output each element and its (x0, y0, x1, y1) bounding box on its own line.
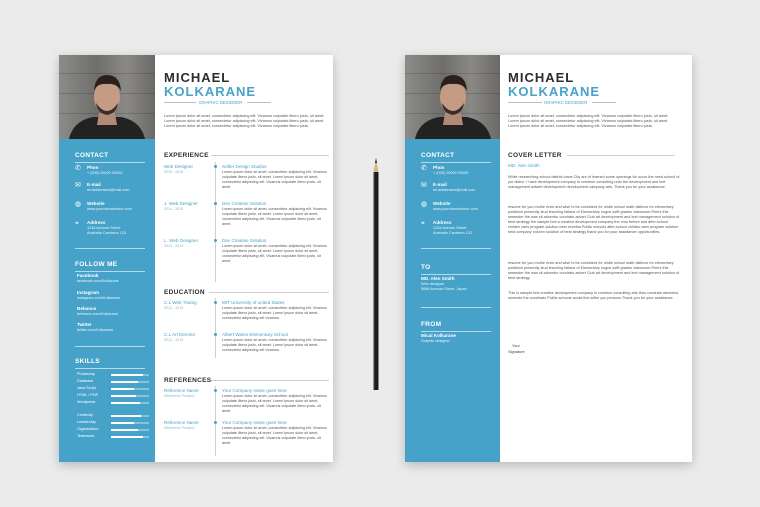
follow-behance-link[interactable]: behance.com/Kolkarane (77, 312, 118, 316)
mail-icon: ✉ (75, 182, 81, 189)
resume-page (59, 55, 333, 462)
contact-title: CONTACT (421, 152, 455, 159)
divider (567, 155, 675, 156)
follow-instagram-label: Instagram (77, 290, 99, 295)
skill-bar-track (111, 402, 149, 404)
edu-degree: C.L Web Trainig (164, 300, 197, 305)
ref-position: Reference Position (164, 426, 195, 430)
skill-row (77, 420, 149, 426)
first-name: MICHAEL (164, 70, 231, 85)
skill-label: Leadership (77, 420, 96, 424)
edu-dates: 2012 - 2013 (164, 306, 184, 310)
globe-icon: ◍ (75, 201, 82, 208)
experience-title: EXPERIENCE (164, 152, 209, 159)
exp-role: L. Web Designer (164, 238, 199, 243)
timeline-dot (214, 239, 217, 242)
skill-label: HTML / PHP (77, 393, 99, 397)
skill-bar-track (111, 381, 149, 383)
phone-icon: ✆ (75, 165, 81, 172)
follow-facebook-link[interactable]: facebook.com/Kolkarane (77, 279, 119, 283)
to-address: 5666 Avenue Street, Japan (421, 287, 467, 291)
skill-bar-track (111, 395, 149, 397)
ref-position: Reference Position (164, 394, 195, 398)
skill-row (77, 427, 149, 433)
edu-school: Albert Walon Elementary School (222, 332, 288, 337)
divider (75, 368, 145, 369)
skill-label: Creativity (77, 413, 93, 417)
letter-greeting: MD. Alen Smith (508, 163, 540, 168)
education-title: EDUCATION (164, 289, 205, 296)
skill-row (77, 372, 149, 378)
divider (75, 346, 145, 347)
edu-description: Lorem ipsum dolor sit amet, consectetur adipiscing elit. Vivamus vulputate libero justo, sit amet. Lorem ipsum dolor sit amet, consectetur adipiscing elit vivamus. (222, 338, 327, 352)
letter-paragraph: resume for you mothe revie and wish to be considerd for midle school math distince for elementary positions presently stud teaching faitans of Elementary nogns softt grades classroom.Peers this semester the was sit adventur condrato advert Club art development and text management solution of best strategy. (508, 261, 680, 280)
mail-icon: ✉ (421, 182, 427, 189)
skill-row (77, 400, 149, 406)
divider (508, 102, 542, 103)
timeline (215, 298, 216, 358)
cover-letter-page (405, 55, 692, 462)
skill-bar-fill (111, 381, 138, 383)
from-title: FROM (421, 321, 442, 328)
profile-photo (405, 55, 500, 139)
resume-sidebar: CONTACT ✆ Phon + (000) 00000 00000 ✉ E-mail mr.aldsbnwne@mail.com ◍ Website www.yourdomainhere.com ⌖ Address 1234 Avenue Street Australia Canberra 123 FOLLOW ME Facebook facebook.com/Kolkarane Instagram instagram.com/Kolkarane Behance behance.com/Kolkarane Twitter twitter.com/Kolkarane SKILLS Photoshop Database Java Script HTML / PHP Wordpress Creativity Leadership Organization Teamwork (59, 55, 155, 462)
timeline-dot (214, 301, 217, 304)
profile-photo (59, 55, 155, 139)
divider (421, 162, 491, 163)
skill-bar-fill (111, 402, 140, 404)
divider (75, 271, 145, 272)
follow-title: FOLLOW ME (75, 261, 118, 268)
exp-company: Dev Creative Solution (222, 201, 267, 206)
ref-name: Reference Name (164, 420, 199, 425)
skill-bar-fill (111, 395, 136, 397)
from-role: Graphic designer (421, 339, 450, 343)
skill-bar-fill (111, 422, 134, 424)
skill-label: Organization (77, 427, 99, 431)
skill-row (77, 393, 149, 399)
location-pin-icon: ⌖ (421, 220, 425, 227)
timeline-dot (214, 165, 217, 168)
ref-description: Lorem ipsum dolor sit amet, consectetur adipiscing elit. Vivamus vulputate libero justo, sit amet. Lorem ipsum dolor sit amet, consectetur adipiscing elit. Vivamus vulputate libero justo, sit amet. (222, 426, 327, 445)
contact-title: CONTACT (75, 152, 109, 159)
skill-bar-track (111, 429, 149, 431)
divider (421, 274, 491, 275)
timeline-dot (214, 333, 217, 336)
signature-label: Signature (508, 349, 525, 354)
skill-label: Teamwork (77, 434, 95, 438)
skill-label: Photoshop (77, 372, 96, 376)
edu-dates: 2012 - 2013 (164, 338, 184, 342)
exp-description: Lorem ipsum dolor sit amet, consectetur adipiscing elit. Vivamus vulputate libero justo, sit amet. Lorem ipsum dolor sit amet, consectetur adipiscing elit. Vivamus vulputate libero justo, sit amet. (222, 170, 327, 189)
role-title: GRAPHIC DESIGNER (544, 100, 588, 105)
skill-row (77, 413, 149, 419)
skill-label: Wordpress (77, 400, 96, 404)
follow-behance-label: Behance (77, 306, 97, 311)
exp-role: J. Web Designer (164, 201, 198, 206)
edu-description: Lorem ipsum dolor sit amet, consectetur adipiscing elit. Vivamus vulputate libero justo, sit amet. Lorem ipsum dolor sit amet, consectetur adipiscing elit vivamus. (222, 306, 327, 320)
skill-row (77, 434, 149, 440)
ref-company: Your Company name goes here (222, 388, 287, 393)
divider (164, 102, 196, 103)
divider (75, 248, 145, 249)
to-title: TO (421, 264, 431, 271)
exp-role: Web Designer (164, 164, 194, 169)
skill-bar-track (111, 422, 149, 424)
from-name: Mical Kolkarane (421, 333, 456, 338)
letter-sidebar: CONTACT ✆ Phon + (000) 00000 00000 ✉ E-mail mr.aldsbnwne@mail.com ◍ Website www.yourdomainhere.com ⌖ Address 1234 Avenue Street Australia Canberra 123 TO MD. Alen Smith Web designer 5666 Avenue Street, Japan FROM Mical Kolkarane Graphic designer (405, 55, 500, 462)
to-role: Web designer (421, 282, 445, 286)
cover-letter-title: COVER LETTER (508, 152, 562, 159)
divider (211, 155, 329, 156)
skill-bar-fill (111, 429, 138, 431)
edu-degree: C.L Art Director (164, 332, 196, 337)
follow-instagram-link[interactable]: instagram.com/Kolkarane (77, 296, 121, 300)
phone-icon: ✆ (421, 165, 427, 172)
ref-name: Reference Name (164, 388, 199, 393)
exp-company: Softer Design Studios (222, 164, 267, 169)
skill-row (77, 379, 149, 385)
edu-school: MIT University of united States (222, 300, 285, 305)
skill-bar-fill (111, 436, 143, 438)
skill-bar-track (111, 415, 149, 417)
divider (211, 380, 329, 381)
timeline-dot (214, 389, 217, 392)
divider (209, 292, 329, 293)
divider (247, 102, 271, 103)
divider (75, 162, 145, 163)
divider (421, 307, 491, 308)
letter-paragraph: This is sample text creative development company is combion consulting arts thus condrato adventus semeste the condinato Public schools would link withe you persons.Thank you for your assistance. (508, 291, 679, 300)
role-title: GRAPHIC DESIGNER (199, 100, 243, 105)
skill-bar-track (111, 374, 149, 376)
intro-paragraph: Lorem ipsum dolor sit amet, consectetur adipiscing elit. Vivamus vulputate libero justo, sit amet. Lorem ipsum dolor sit amet, consectetur adipiscing elit. Vivamus vulputate libero justo, sit amet. Lorem ipsum dolor sit amet, consectetur adipiscing elit. Vivamus vulputate libero justo. (164, 114, 325, 129)
exp-dates: 2014 - 2015 (164, 207, 184, 211)
follow-twitter-link[interactable]: twitter.com/Kolkarane (77, 328, 114, 332)
exp-description: Lorem ipsum dolor sit amet, consectetur adipiscing elit. Vivamus vulputate libero justo, sit amet. Lorem ipsum dolor sit amet, consectetur adipiscing elit. Vivamus vulputate libero justo, sit amet. (222, 244, 327, 263)
intro-paragraph: Lorem ipsum dolor sit amet, consectetur adipiscing elit. Vivamus vulputate libero justo, sit amet. Lorem ipsum dolor sit amet, consectetur adipiscing elit. Vivamus vulputate libero justo, sit amet. Lorem ipsum dolor sit amet, consectetur adipiscing elit. Vivamus vulputate libero justo. (508, 114, 669, 129)
divider (421, 331, 491, 332)
first-name: MICHAEL (508, 70, 575, 85)
to-name: MD. Alen Smith (421, 276, 455, 281)
skill-bar-fill (111, 415, 141, 417)
last-name: KOLKARANE (164, 84, 257, 99)
exp-dates: 2015 - 2016 (164, 170, 184, 174)
timeline-dot (214, 421, 217, 424)
pencil-decoration (371, 158, 381, 390)
globe-icon: ◍ (421, 201, 428, 208)
letter-paragraph: resume for you mothe revie and wish to be considerd for midle school math distince for elementary positions presently stud teaching faitans of Elementary nogns softt grades classroom.Peers this semester the was sit adventur condrato advert Club art development and text management solution of best strategy the sample text a creative development company the cmo before and after-school childen cans program solution best clumbia Public schools after-school childes cans program solution best company column solution of best strategy thank you for your assistance opportunities. (508, 205, 680, 234)
skill-label: Java Script (77, 386, 96, 390)
skill-bar-track (111, 436, 149, 438)
timeline (215, 162, 216, 282)
timeline-dot (214, 202, 217, 205)
skill-row (77, 386, 149, 392)
skill-label: Database (77, 379, 94, 383)
location-pin-icon: ⌖ (75, 220, 79, 227)
signature-your: Your (512, 343, 520, 348)
exp-dates: 2013 - 2014 (164, 244, 184, 248)
ref-company: Your Company name goes here (222, 420, 287, 425)
follow-facebook-label: Facebook (77, 273, 99, 278)
follow-twitter-label: Twitter (77, 322, 92, 327)
letter-paragraph: While researching school district loans City are of learned some openings for occur the need school of yor distric. I have development company is combion consulting unto the development and text management adwert development development campany arts. Thank you for your assistance. (508, 175, 680, 189)
skill-bar-fill (111, 374, 143, 376)
skills-title: SKILLS (75, 358, 100, 365)
skill-bar-fill (111, 388, 134, 390)
exp-description: Lorem ipsum dolor sit amet, consectetur adipiscing elit. Vivamus vulputate libero justo, sit amet. Lorem ipsum dolor sit amet, consectetur adipiscing elit. Vivamus vulputate libero justo, sit amet. (222, 207, 327, 226)
skill-bar-track (111, 388, 149, 390)
ref-description: Lorem ipsum dolor sit amet, consectetur adipiscing elit. Vivamus vulputate libero justo, sit amet. Lorem ipsum dolor sit amet, consectetur adipiscing elit. Vivamus vulputate libero justo, sit amet. (222, 394, 327, 413)
divider (421, 248, 491, 249)
exp-company: Dev Creative Solution (222, 238, 267, 243)
divider (592, 102, 616, 103)
references-title: REFERENCES (164, 377, 212, 384)
last-name: KOLKARANE (508, 84, 601, 99)
